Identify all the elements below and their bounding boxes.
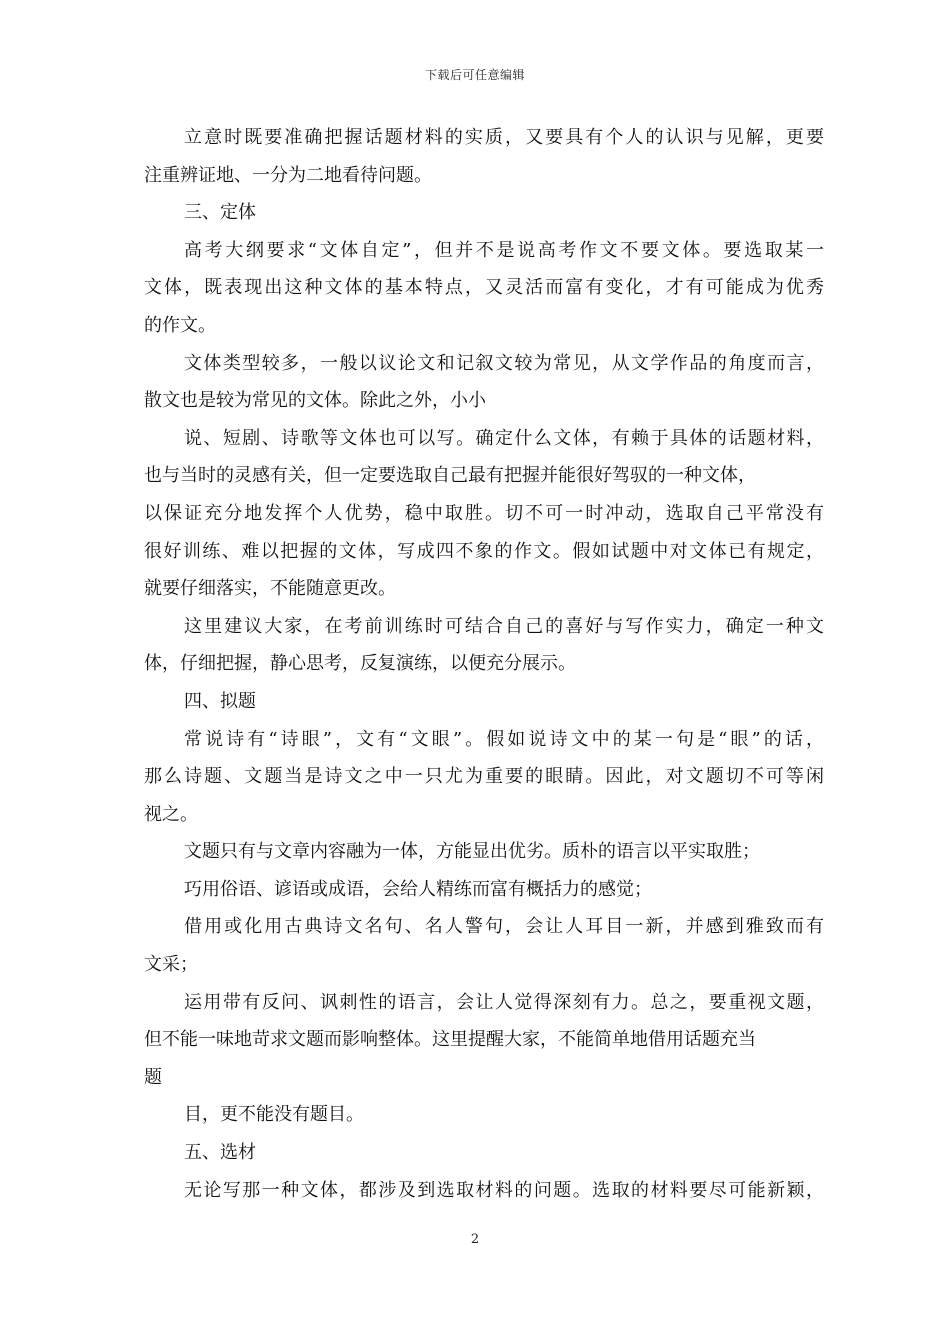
page-header: 下载后可任意编辑 bbox=[424, 68, 525, 82]
section-heading: 五、选材 bbox=[184, 1142, 256, 1164]
text-line: 借用或化用古典诗文名句、名人警句，会让人耳目一新，并感到雅致而有 bbox=[184, 916, 824, 938]
text-line: 就要仔细落实，不能随意更改。 bbox=[144, 578, 396, 600]
document-body bbox=[144, 123, 824, 1213]
text-line: 目，更不能没有题目。 bbox=[184, 1104, 364, 1126]
text-line: 视之。 bbox=[144, 803, 198, 825]
text-line: 注重辨证地、一分为二地看待问题。 bbox=[144, 164, 432, 186]
text-line: 体，仔细把握，静心思考，反复演练，以便充分展示。 bbox=[144, 653, 576, 675]
text-line: 立意时既要准确把握话题材料的实质，又要具有个人的认识与见解，更要 bbox=[184, 127, 824, 148]
section-heading: 三、定体 bbox=[184, 202, 256, 224]
text-line: 以保证充分地发挥个人优势，稳中取胜。切不可一时冲动，选取自己平常没有 bbox=[144, 502, 824, 524]
text-line: 但不能一味地苛求文题而影响整体。这里提醒大家，不能简单地借用话题充当 bbox=[144, 1029, 756, 1051]
text-line: 这里建议大家，在考前训练时可结合自己的喜好与写作实力，确定一种文 bbox=[184, 615, 824, 637]
text-line: 那么诗题、文题当是诗文之中一只尤为重要的眼睛。因此，对文题切不可等闲 bbox=[144, 766, 824, 788]
text-line: 文采； bbox=[144, 954, 198, 976]
text-line: 无论写那一种文体，都涉及到选取材料的问题。选取的材料要尽可能新颖， bbox=[184, 1179, 824, 1201]
text-line: 运用带有反问、讽刺性的语言，会让人觉得深刻有力。总之，要重视文题， bbox=[184, 991, 824, 1013]
text-line: 也与当时的灵感有关，但一定要选取自己最有把握并能很好驾驭的一种文体， bbox=[144, 465, 756, 487]
text-line: 文体，既表现出这种文体的基本特点，又灵活而富有变化，才有可能成为优秀 bbox=[144, 277, 824, 299]
text-line: 题 bbox=[144, 1066, 162, 1088]
text-line: 的作文。 bbox=[144, 314, 216, 336]
text-line: 说、短剧、诗歌等文体也可以写。确定什么文体，有赖于具体的话题材料， bbox=[184, 427, 824, 449]
text-line: 常说诗有“诗眼”，文有“文眼”。假如说诗文中的某一句是“眼”的话， bbox=[184, 728, 824, 750]
text-line: 高考大纲要求“文体自定”，但并不是说高考作文不要文体。要选取某一 bbox=[184, 239, 824, 261]
text-line: 散文也是较为常见的文体。除此之外，小小 bbox=[144, 390, 486, 412]
text-line: 文题只有与文章内容融为一体，方能显出优劣。质朴的语言以平实取胜； bbox=[184, 841, 760, 863]
text-line: 巧用俗语、谚语或成语，会给人精练而富有概括力的感觉； bbox=[184, 878, 652, 900]
text-line: 文体类型较多，一般以议论文和记叙文较为常见，从文学作品的角度而言， bbox=[184, 352, 824, 374]
text-line: 很好训练、难以把握的文体，写成四不象的作文。假如试题中对文体已有规定， bbox=[144, 540, 824, 562]
section-heading: 四、拟题 bbox=[184, 690, 256, 712]
page-number: 2 bbox=[470, 1232, 480, 1247]
